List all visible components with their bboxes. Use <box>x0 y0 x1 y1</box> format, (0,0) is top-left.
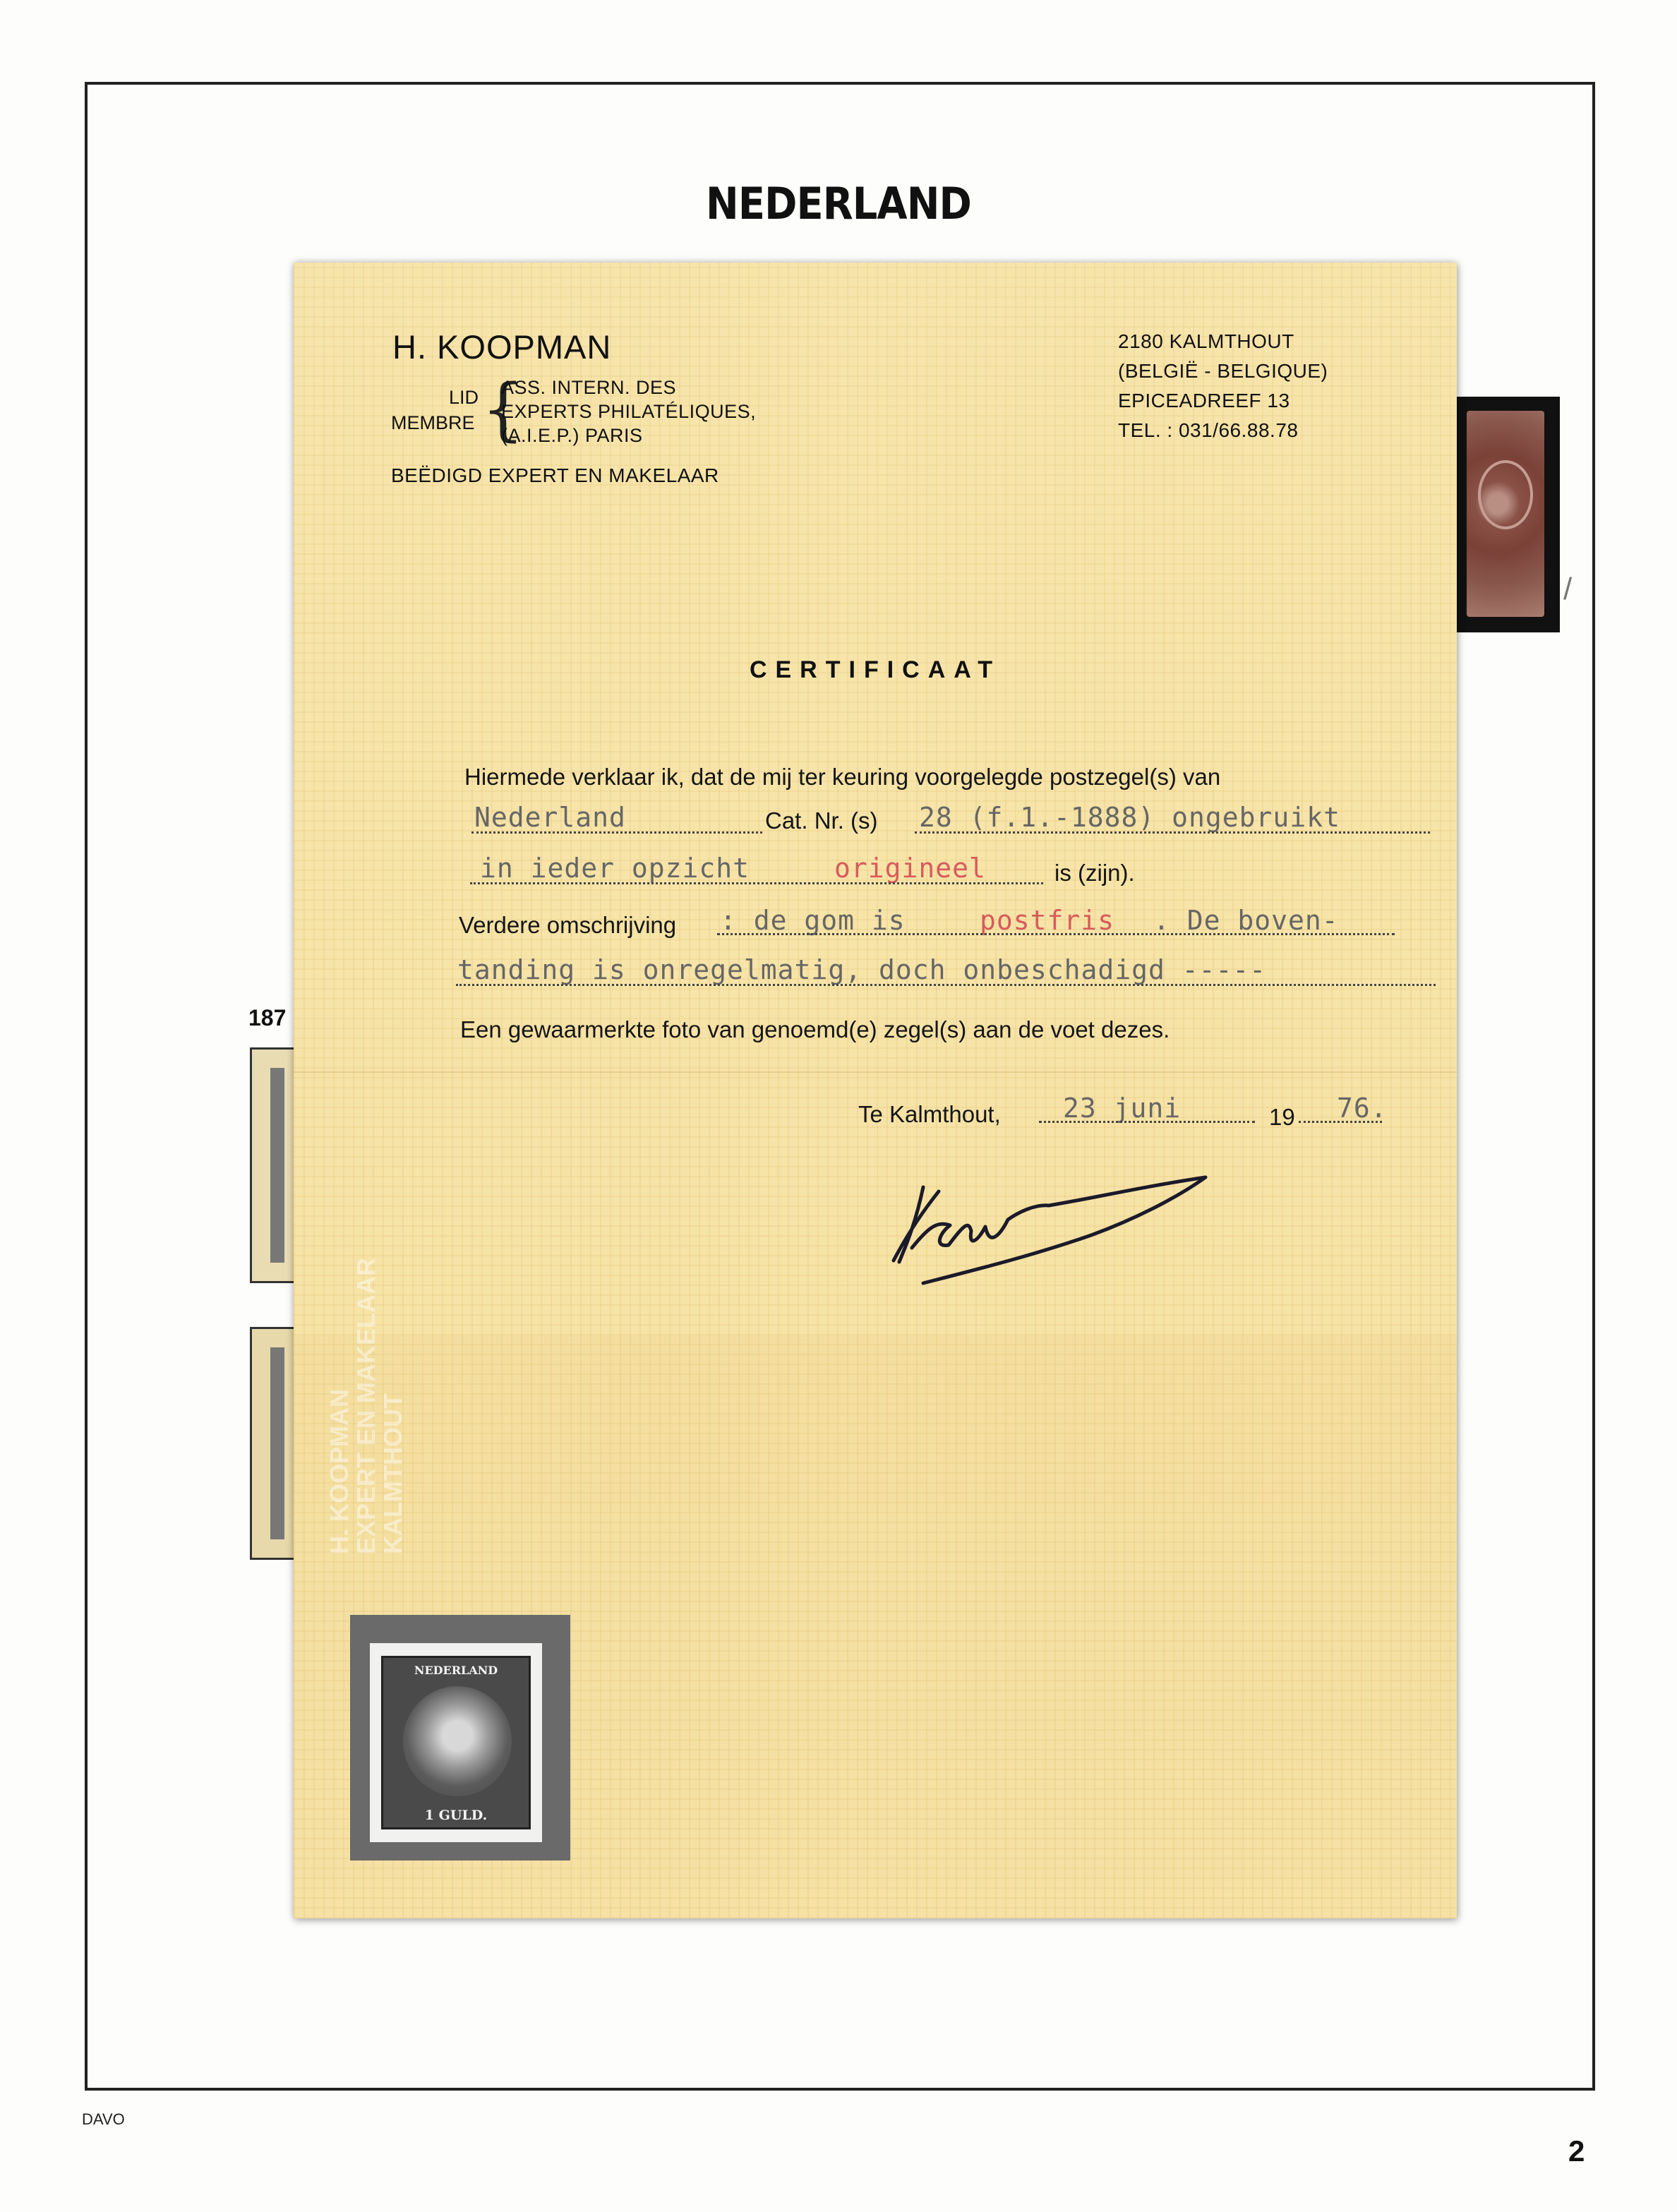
description-typed: : de gom is <box>720 905 906 936</box>
king-portrait <box>403 1686 512 1796</box>
cat-label: Cat. Nr. (s) <box>765 807 878 834</box>
certified-stamp-photo <box>350 1615 570 1861</box>
lid-label: LID <box>449 387 479 408</box>
stamp-country-text: NEDERLAND <box>414 1664 498 1677</box>
year-typed: 76. <box>1337 1093 1388 1124</box>
membre-label: MEMBRE <box>391 412 475 433</box>
page-number: 2 <box>1568 2134 1585 2168</box>
stamp-value-text: 1 GULD. <box>424 1808 488 1823</box>
signature <box>879 1142 1218 1290</box>
page-title: NEDERLAND <box>706 178 971 229</box>
address-line: EPICEADREEF 13 <box>1118 390 1290 411</box>
stamp-mount-left-1 <box>250 1047 299 1283</box>
date-typed: 23 juni <box>1063 1093 1182 1124</box>
issuer-name: H. KOOPMAN <box>392 328 612 366</box>
dotted-rule <box>717 933 1395 935</box>
address-line: TEL. : 031/66.88.78 <box>1118 419 1299 441</box>
address-line: (BELGIË - BELGIQUE) <box>1118 360 1328 382</box>
certificate-title: CERTIFICAAT <box>749 656 1002 683</box>
cat-typed: 28 (f.1.-1888) ongebruikt <box>919 802 1340 833</box>
dotted-rule <box>471 831 762 834</box>
pencil-mark: / <box>1563 572 1573 606</box>
year-heading-fragment: 187 <box>248 1005 287 1030</box>
album-brand: DAVO <box>82 2110 125 2128</box>
place-label: Te Kalmthout, <box>858 1101 1001 1127</box>
stamp-design <box>381 1656 531 1829</box>
dotted-rule <box>1299 1121 1382 1123</box>
dotted-rule <box>456 984 1436 986</box>
intro-text: Hiermede verklaar ik, dat de mij ter keuring voorgelegde postzegel(s) van <box>464 764 1221 790</box>
dotted-rule <box>915 831 1430 834</box>
address-line: 2180 KALMTHOUT <box>1118 330 1294 352</box>
fold-line <box>294 1071 1457 1073</box>
association-line: (A.I.E.P.) PARIS <box>501 425 643 446</box>
dotted-rule <box>470 882 1043 884</box>
description-label: Verdere omschrijving <box>459 912 677 938</box>
description-typed: . De boven- <box>1153 905 1339 936</box>
country-typed: Nederland <box>474 802 626 833</box>
description-typed-red: postfris <box>980 905 1115 936</box>
association-line: EXPERTS PHILATÉLIQUES, <box>501 401 757 422</box>
stamp-mount-right <box>1454 397 1560 632</box>
embossed-stamp-text: H. KOOPMAN EXPERT EN MAKELAAR KALMTHOUT <box>325 1257 407 1554</box>
association-line: ASS. INTERN. DES <box>501 377 677 398</box>
dotted-rule <box>1039 1121 1255 1123</box>
is-label: is (zijn). <box>1054 860 1135 886</box>
aspect-typed: in ieder opzicht <box>480 853 750 884</box>
stamp-photo <box>370 1643 542 1842</box>
photo-note: Een gewaarmerkte foto van genoemd(e) zegel(s) aan de voet dezes. <box>460 1016 1170 1042</box>
status-typed: origineel <box>834 853 986 884</box>
description-typed: tanding is onregelmatig, doch onbeschadigd ----- <box>457 954 1267 985</box>
stamp-image-partial <box>1467 411 1544 617</box>
expert-certificate <box>294 263 1457 1918</box>
year-label: 19 <box>1269 1104 1295 1130</box>
brace-glyph: { <box>481 370 525 449</box>
stamp-mount-left-2 <box>250 1327 299 1560</box>
sworn-expert-title: BEËDIGD EXPERT EN MAKELAAR <box>391 464 719 486</box>
